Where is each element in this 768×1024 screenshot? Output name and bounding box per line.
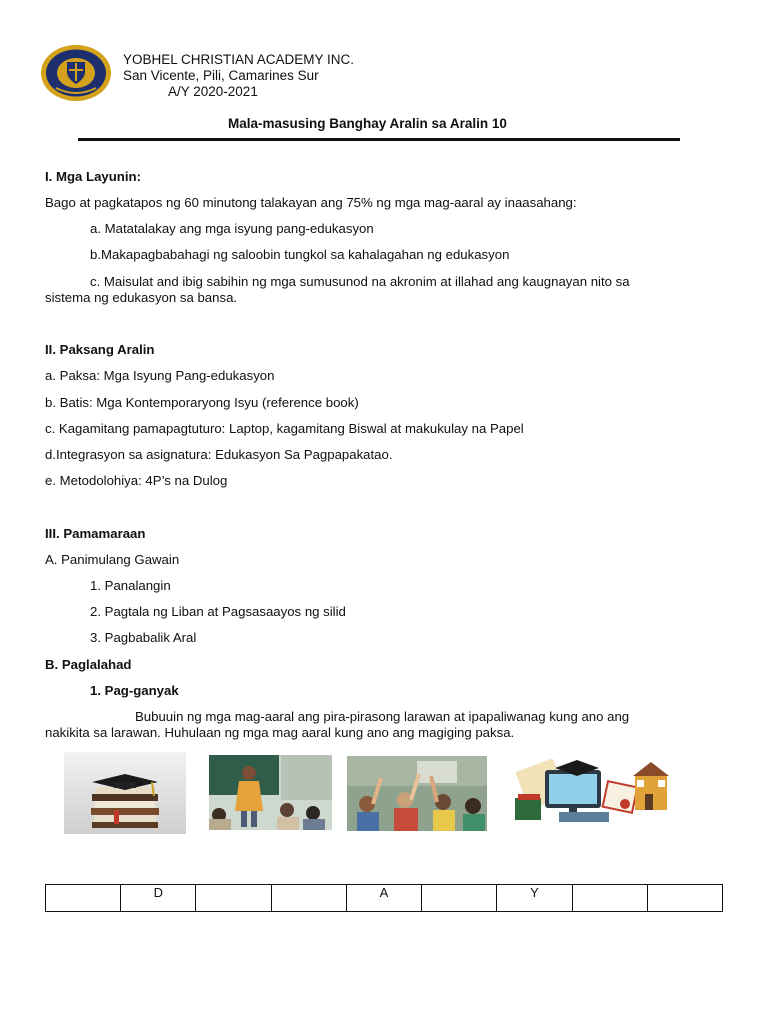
letter-box: D — [121, 885, 196, 912]
word-puzzle-boxes — [45, 884, 723, 912]
objective-c-line1: c. Maisulat and ibig sabihin ng mga sumusunod na akronim at illahad ang kaugnayan nito sa — [90, 274, 630, 289]
letter-box: A — [346, 885, 421, 912]
procedure-a1: 1. Panalangin — [90, 578, 171, 593]
letter-box — [422, 885, 497, 912]
letter-box — [196, 885, 271, 912]
procedure-b1-text-line1: Bubuuin ng mga mag-aaral ang pira-pirasong larawan at ipapaliwanag kung ano ang — [135, 709, 630, 724]
topic-e: e. Metodolohiya: 4P’s na Dulog — [45, 473, 228, 488]
letter-box — [271, 885, 346, 912]
school-address: San Vicente, Pili, Camarines Sur — [123, 68, 319, 83]
teacher-classroom-image — [209, 755, 332, 830]
topic-a: a. Paksa: Mga Isyung Pang-edukasyon — [45, 368, 275, 383]
letter-box — [46, 885, 121, 912]
academic-year: A/Y 2020-2021 — [168, 84, 258, 99]
procedure-a: A. Panimulang Gawain — [45, 552, 180, 567]
section-1-heading: I. Mga Layunin: — [45, 169, 141, 184]
topic-d: d.Integrasyon sa asignatura: Edukasyon Sa Pagpapakatao. — [45, 447, 393, 462]
letter-box: Y — [497, 885, 572, 912]
procedure-a3: 3. Pagbabalik Aral — [90, 630, 197, 645]
title-divider — [78, 138, 680, 141]
procedure-a2: 2. Pagtala ng Liban at Pagsasaayos ng silid — [90, 604, 346, 619]
education-collage-image — [515, 754, 670, 826]
objective-c-line2: sistema ng edukasyon sa bansa. — [45, 290, 238, 305]
section-2-heading: II. Paksang Aralin — [45, 342, 155, 357]
graduation-books-image — [64, 752, 186, 834]
school-name: YOBHEL CHRISTIAN ACADEMY INC. — [123, 52, 355, 67]
document-title: Mala-masusing Banghay Aralin sa Aralin 10 — [228, 116, 507, 131]
letter-box — [572, 885, 647, 912]
topic-b: b. Batis: Mga Kontemporaryong Isyu (reference book) — [45, 395, 359, 410]
section-1-intro: Bago at pagkatapos ng 60 minutong talakayan ang 75% ng mga mag-aaral ay inaasahang: — [45, 195, 577, 210]
procedure-b1-text-line2: nakikita sa larawan. Huhulaan ng mga mag aaral kung ano ang magiging paksa. — [45, 725, 515, 740]
procedure-b: B. Paglalahad — [45, 657, 132, 672]
topic-c: c. Kagamitang pamapagtuturo: Laptop, kagamitang Biswal at makukulay na Papel — [45, 421, 524, 436]
letter-box — [647, 885, 722, 912]
objective-a: a. Matatalakay ang mga isyung pang-edukasyon — [90, 221, 374, 236]
procedure-b1: 1. Pag-ganyak — [90, 683, 179, 698]
school-seal-logo — [40, 44, 112, 102]
objective-b: b.Makapagbabahagi ng saloobin tungkol sa kahalagahan ng edukasyon — [90, 247, 510, 262]
section-3-heading: III. Pamamaraan — [45, 526, 146, 541]
raised-hands-classroom-image — [347, 756, 487, 831]
